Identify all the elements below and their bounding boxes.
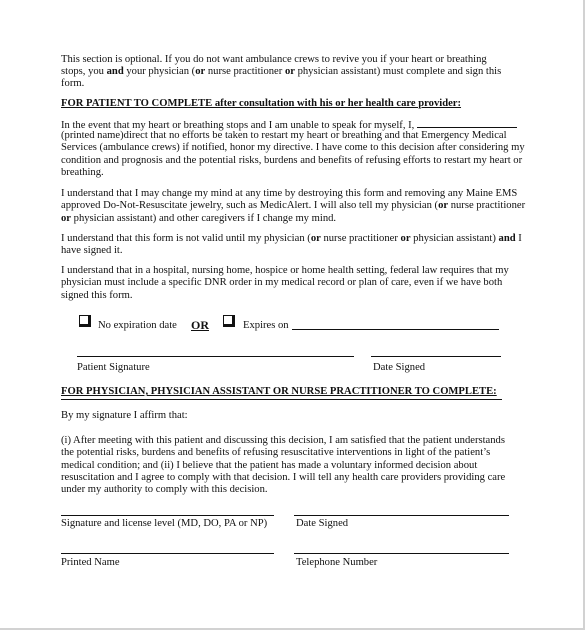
patient-para-3: I understand that this form is not valid until my physician (or nurse practitioner or physician assistant) and I have signed it. <box>61 233 522 257</box>
printed-name-label: Printed Name <box>61 557 120 568</box>
provider-affirm: By my signature I affirm that: <box>61 410 188 421</box>
intro-line-1: This section is optional. If you do not want ambulance crews to revive you if your heart or breathing <box>61 54 487 65</box>
telephone-line[interactable] <box>294 553 509 554</box>
provider-date-line[interactable] <box>294 515 509 516</box>
patient-date-line[interactable] <box>371 356 501 357</box>
no-expiration-label: No expiration date <box>98 320 177 331</box>
or-label: OR <box>191 318 209 332</box>
no-expiration-checkbox[interactable] <box>79 315 91 327</box>
expires-on-label: Expires on <box>243 320 289 331</box>
printed-name-line[interactable] <box>61 553 274 554</box>
provider-para: (i) After meeting with this patient and discussing this decision, I am satisfied that the patient understands the potential risks, burdens and benefits of refusing resuscitative interventions in light of the patient’s medical condition; and (ii) I believe that the patient has made a voluntary informed decision about resuscitation and I agree to comply with that decision. I will tell any health care providers providing care under my authority to comply with this decision. <box>61 435 506 496</box>
patient-signature-line[interactable] <box>77 356 354 357</box>
provider-section-heading: FOR PHYSICIAN, PHYSICIAN ASSISTANT OR NURSE PRACTITIONER TO COMPLETE: <box>61 386 497 397</box>
printed-name-blank[interactable] <box>417 118 517 128</box>
patient-para-1-rest: (printed name)direct that no efforts be taken to restart my heart or breathing and that Emergency Medical Services (ambulance crews) if notified, honor my directive. I have come to this decision after considering my condition and prognosis and the potential risks, burdens and benefits of refusing efforts to restart my heart or breathing. <box>61 130 525 178</box>
provider-signature-line[interactable] <box>61 515 274 516</box>
provider-heading-rule <box>61 399 502 400</box>
expires-on-checkbox[interactable] <box>223 315 235 327</box>
telephone-label: Telephone Number <box>296 557 378 568</box>
patient-para-1-line-1: In the event that my heart or breathing stops and I am unable to speak for myself, I, <box>61 118 517 132</box>
patient-date-label: Date Signed <box>373 362 426 373</box>
provider-date-label: Date Signed <box>296 518 349 529</box>
intro-line-2: stops, you and your physician (or nurse practitioner or physician assistant) must complete and sign this <box>61 66 502 77</box>
patient-para-2: I understand that I may change my mind at any time by destroying this form and removing any Maine EMS approved Do-Not-Resuscitate jewelry, such as MedicAlert. I will also tell my physician (or nurse practitioner or physician assistant) and other caregivers if I change my mind. <box>61 188 526 224</box>
patient-signature-label: Patient Signature <box>77 362 150 373</box>
patient-section-heading: FOR PATIENT TO COMPLETE after consultation with his or her health care provider: <box>61 98 462 109</box>
intro-line-3: form. <box>61 78 85 89</box>
expiration-date-line[interactable] <box>292 329 499 330</box>
provider-signature-label: Signature and license level (MD, DO, PA or NP) <box>61 518 268 529</box>
patient-para-4: I understand that in a hospital, nursing home, hospice or home health setting, federal law requires that my physician must include a specific DNR order in my medical record or plan of care, even if we have both signed this form. <box>61 265 509 301</box>
